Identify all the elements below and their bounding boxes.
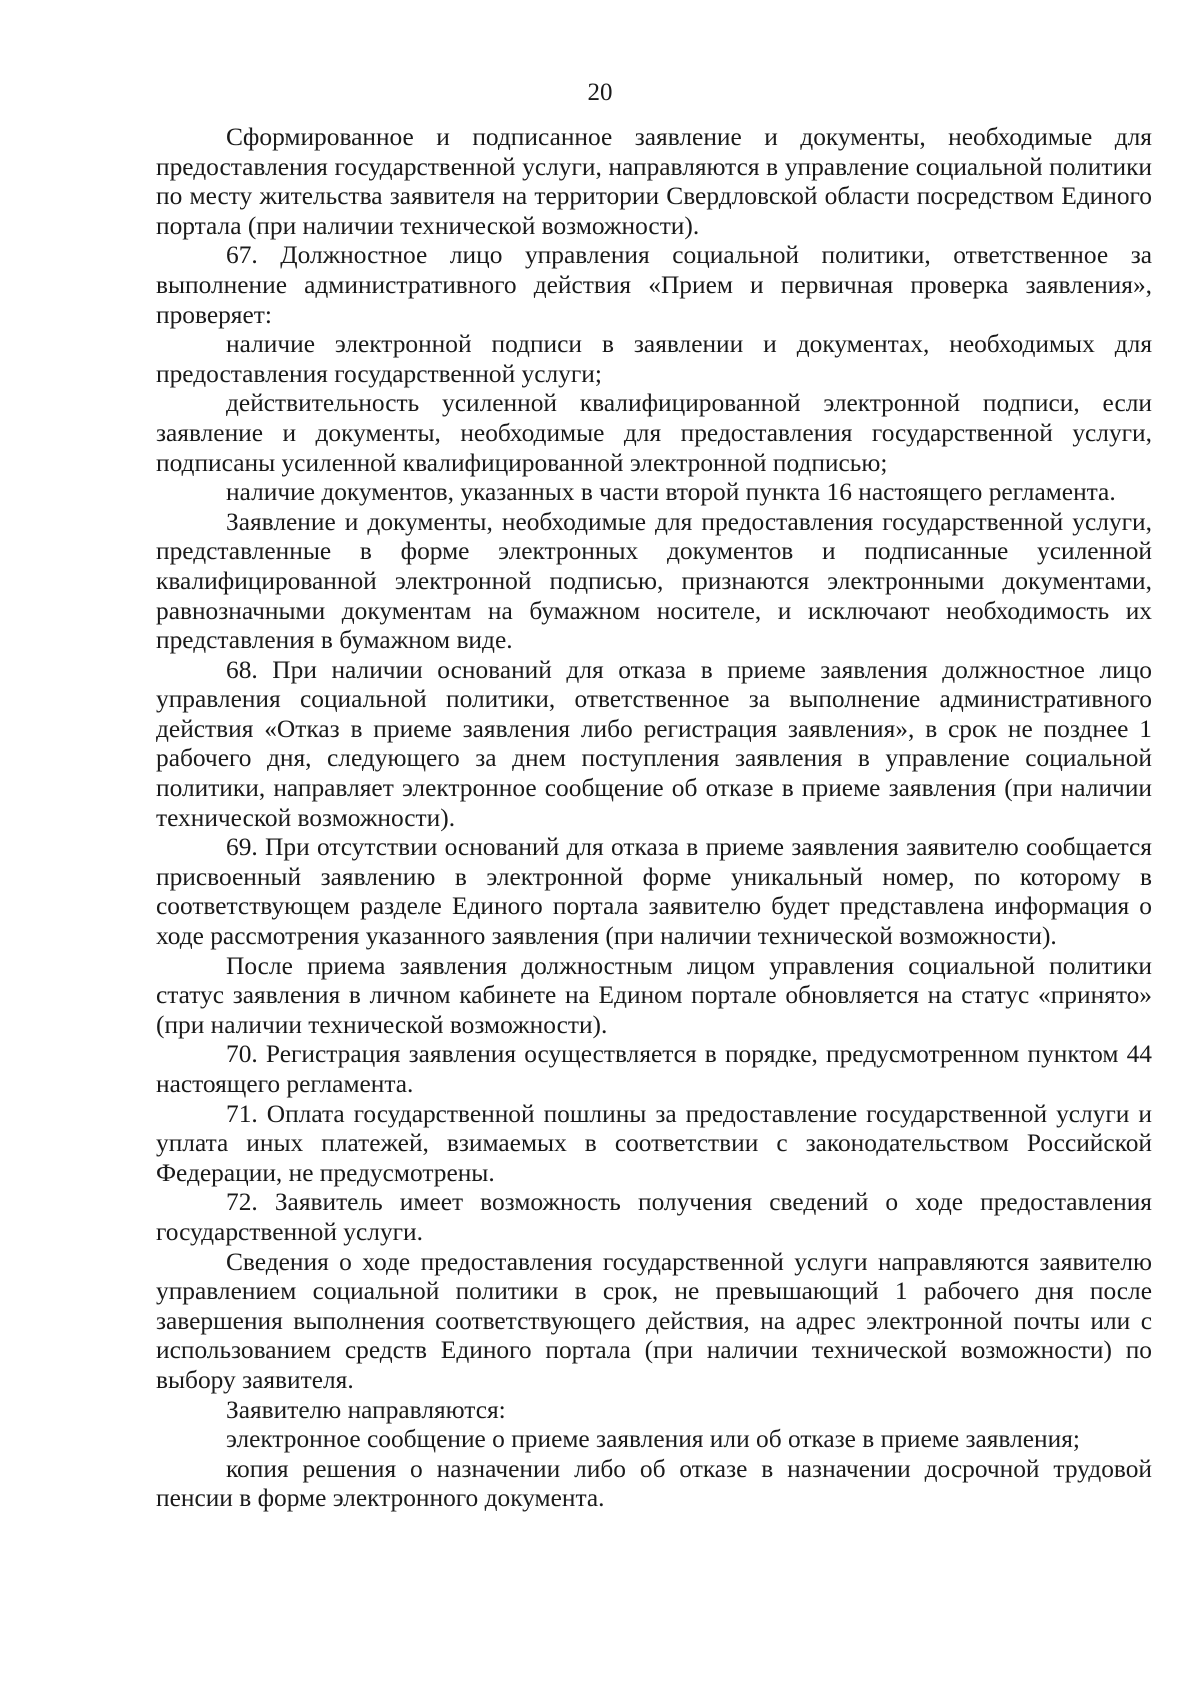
page-number: 20: [587, 79, 613, 106]
paragraph: 68. При наличии оснований для отказа в приеме заявления должностное лицо управления социальной политики, ответственное за выполнение административного действия «Отказ в приеме заявления либо регистрация заявления», в срок не позднее 1 рабочего дня, следующего за днем поступления заявления в управление социальной политики, направляет электронное сообщение об отказе в приеме заявления (при наличии технической возможности).: [156, 655, 1152, 832]
paragraph: 71. Оплата государственной пошлины за предоставление государственной услуги и уплата иных платежей, взимаемых в соответствии с законодательством Российской Федерации, не предусмотрены.: [156, 1099, 1152, 1187]
paragraph: После приема заявления должностным лицом управления социальной политики статус заявления в личном кабинете на Едином портале обновляется на статус «принято» (при наличии технической возможности).: [156, 951, 1152, 1039]
paragraph: Заявителю направляются:: [226, 1395, 506, 1424]
document-body: [156, 123, 1152, 1514]
paragraph: Заявление и документы, необходимые для предоставления государственной услуги, представленные в форме электронных документов и подписанные усиленной квалифицированной электронной подписью, признаются электронными документами, равнозначными документам на бумажном носителе, и исключают необходимость их представления в бумажном виде.: [156, 507, 1152, 655]
paragraph: копия решения о назначении либо об отказе в назначении досрочной трудовой пенсии в форме электронного документа.: [156, 1454, 1152, 1513]
paragraph: наличие документов, указанных в части второй пункта 16 настоящего регламента.: [226, 478, 1116, 507]
paragraph: Сведения о ходе предоставления государственной услуги направляются заявителю управлением социальной политики в срок, не превышающий 1 рабочего дня после завершения выполнения соответствующего действия, на адрес электронной почты или с использованием средств Единого портала (при наличии технической возможности) по выбору заявителя.: [156, 1247, 1152, 1394]
paragraph: действительность усиленной квалифицированной электронной подписи, если заявление и документы, необходимые для предоставления государственной услуги, подписаны усиленной квалифицированной электронной подписью;: [156, 389, 1152, 477]
paragraph: наличие электронной подписи в заявлении и документах, необходимых для предоставления государственной услуги;: [156, 330, 1152, 388]
paragraph: электронное сообщение о приеме заявления или об отказе в приеме заявления;: [226, 1425, 1080, 1454]
paragraph: 70. Регистрация заявления осуществляется в порядке, предусмотренном пунктом 44 настоящего регламента.: [156, 1040, 1152, 1098]
paragraph: Сформированное и подписанное заявление и документы, необходимые для предоставления государственной услуги, направляются в управление социальной политики по месту жительства заявителя на территории Свердловской области посредством Единого портала (при наличии технической возможности).: [156, 123, 1152, 240]
paragraph: 72. Заявитель имеет возможность получения сведений о ходе предоставления государственной услуги.: [156, 1188, 1152, 1246]
paragraph: 69. При отсутствии оснований для отказа в приеме заявления заявителю сообщается присвоенный заявлению в электронной форме уникальный номер, по которому в соответствующем разделе Единого портала заявителю будет представлена информация о ходе рассмотрения указанного заявления (при наличии технической возможности).: [156, 833, 1152, 951]
paragraph: 67. Должностное лицо управления социальной политики, ответственное за выполнение административного действия «Прием и первичная проверка заявления», проверяет:: [156, 241, 1152, 329]
